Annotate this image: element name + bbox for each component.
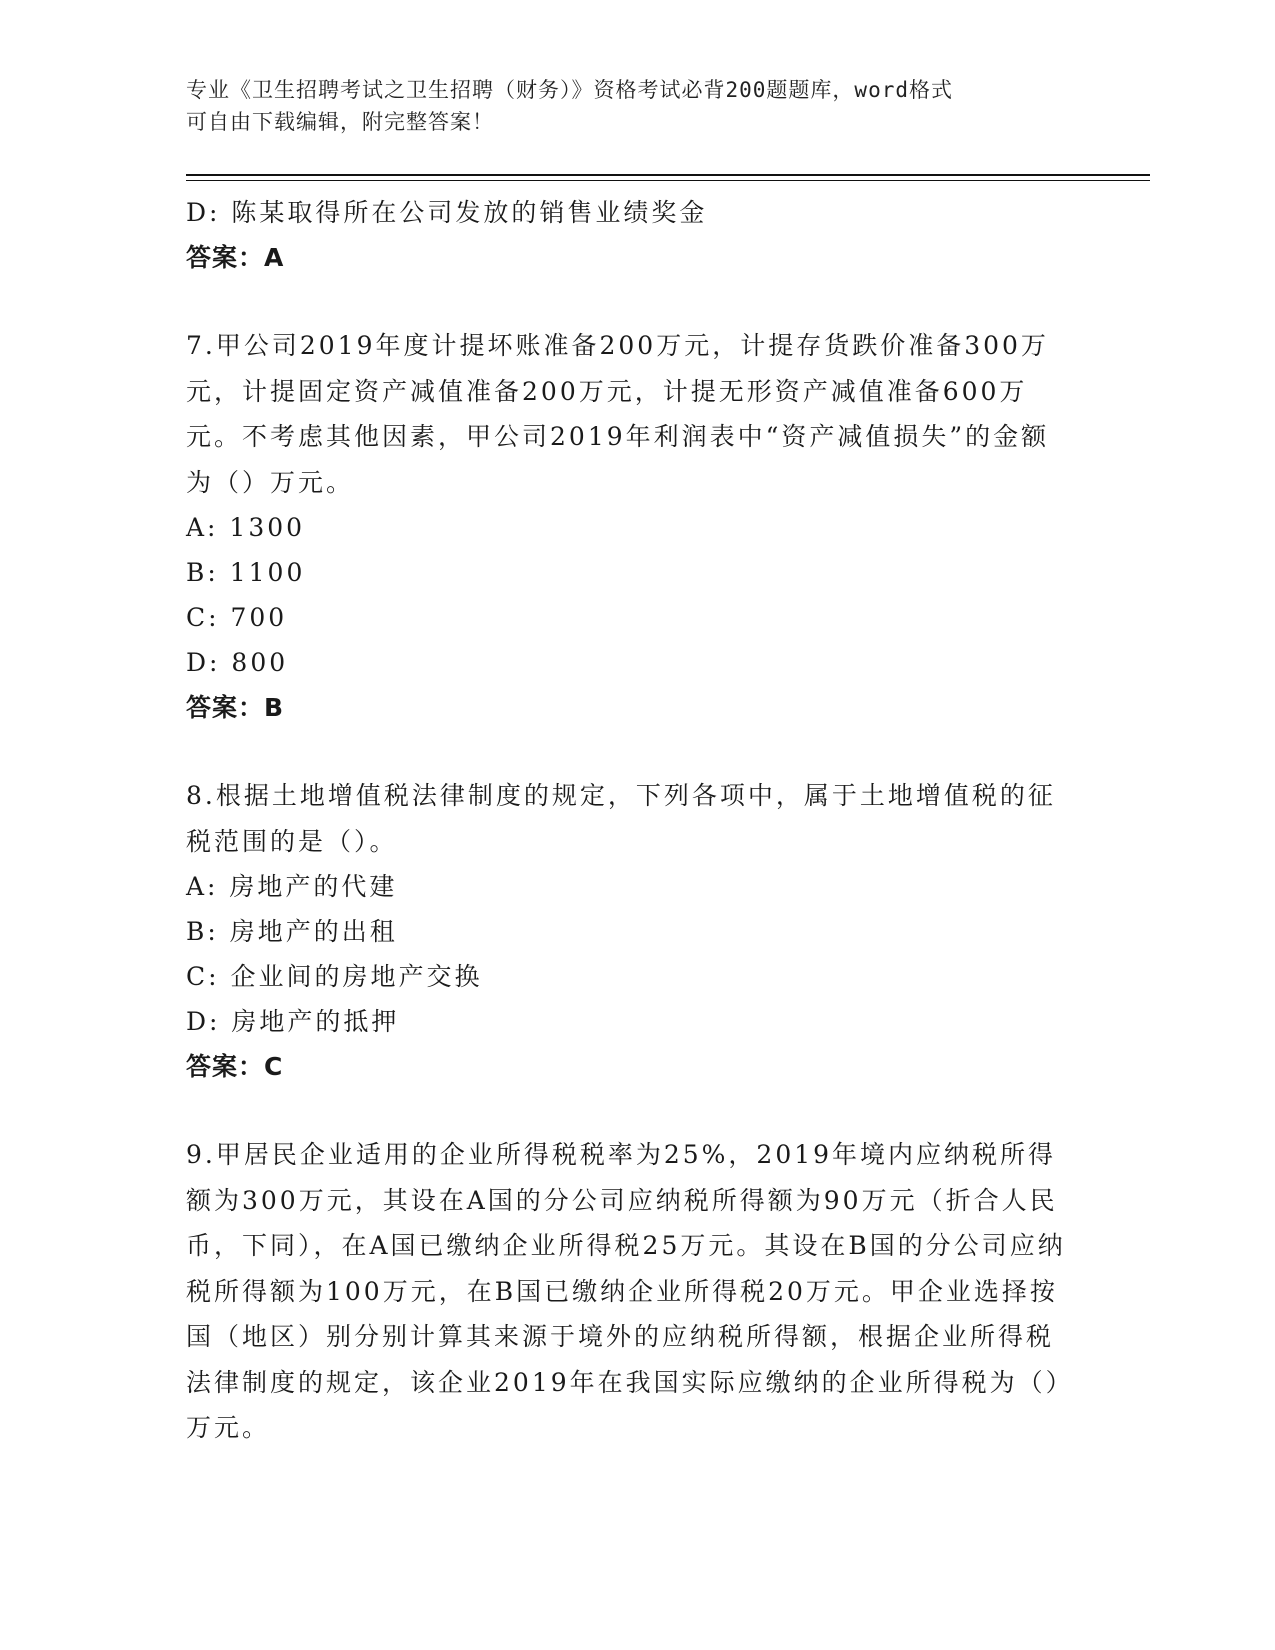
option-d: D: 陈某取得所在公司发放的销售业绩奖金 bbox=[186, 198, 708, 227]
question-content bbox=[186, 190, 1066, 1451]
question-7 bbox=[186, 323, 1066, 730]
previous-question-tail bbox=[186, 190, 1066, 280]
question-8 bbox=[186, 773, 1066, 1089]
answer-line: 答案：A bbox=[186, 243, 285, 272]
option-a: A: 房地产的代建 bbox=[186, 872, 398, 901]
question-stem: 8.根据土地增值税法律制度的规定，下列各项中，属于土地增值税的征税范围的是（）。 bbox=[186, 781, 1056, 856]
option-b: B: 1100 bbox=[186, 558, 306, 587]
option-a: A: 1300 bbox=[186, 513, 306, 542]
question-stem: 7.甲公司2019年度计提坏账准备200万元，计提存货跌价准备300万元，计提固定资产减值准备200万元，计提无形资产减值准备600万元。不考虑其他因素，甲公司2019年利润表中“资产减值损失”的金额为（）万元。 bbox=[186, 331, 1050, 497]
header-divider-thick bbox=[186, 174, 1150, 176]
answer-line: 答案：B bbox=[186, 693, 285, 722]
option-c: C: 企业间的房地产交换 bbox=[186, 962, 483, 991]
header-divider-thin bbox=[186, 180, 1150, 181]
option-c: C: 700 bbox=[186, 603, 288, 632]
question-stem: 9.甲居民企业适用的企业所得税税率为25%，2019年境内应纳税所得额为300万元，其设在A国的分公司应纳税所得额为90万元（折合人民币，下同），在A国已缴纳企业所得税25万元。其设在B国的分公司应纳税所得额为100万元，在B国已缴纳企业所得税20万元。甲企业选择按国（地区）别分别计算其来源于境外的应纳税所得额，根据企业所得税法律制度的规定，该企业2019年在我国实际应缴纳的企业所得税为（）万元。 bbox=[186, 1140, 1066, 1442]
header-title-line-1: 专业《卫生招聘考试之卫生招聘（财务）》资格考试必背200题题库，word格式 bbox=[186, 78, 953, 102]
option-d: D: 800 bbox=[186, 648, 289, 677]
option-b: B: 房地产的出租 bbox=[186, 917, 398, 946]
header-title-line-2: 可自由下载编辑，附完整答案！ bbox=[186, 110, 494, 134]
page-header bbox=[186, 74, 1066, 138]
option-d: D: 房地产的抵押 bbox=[186, 1007, 400, 1036]
answer-line: 答案：C bbox=[186, 1052, 284, 1081]
question-9 bbox=[186, 1132, 1066, 1451]
